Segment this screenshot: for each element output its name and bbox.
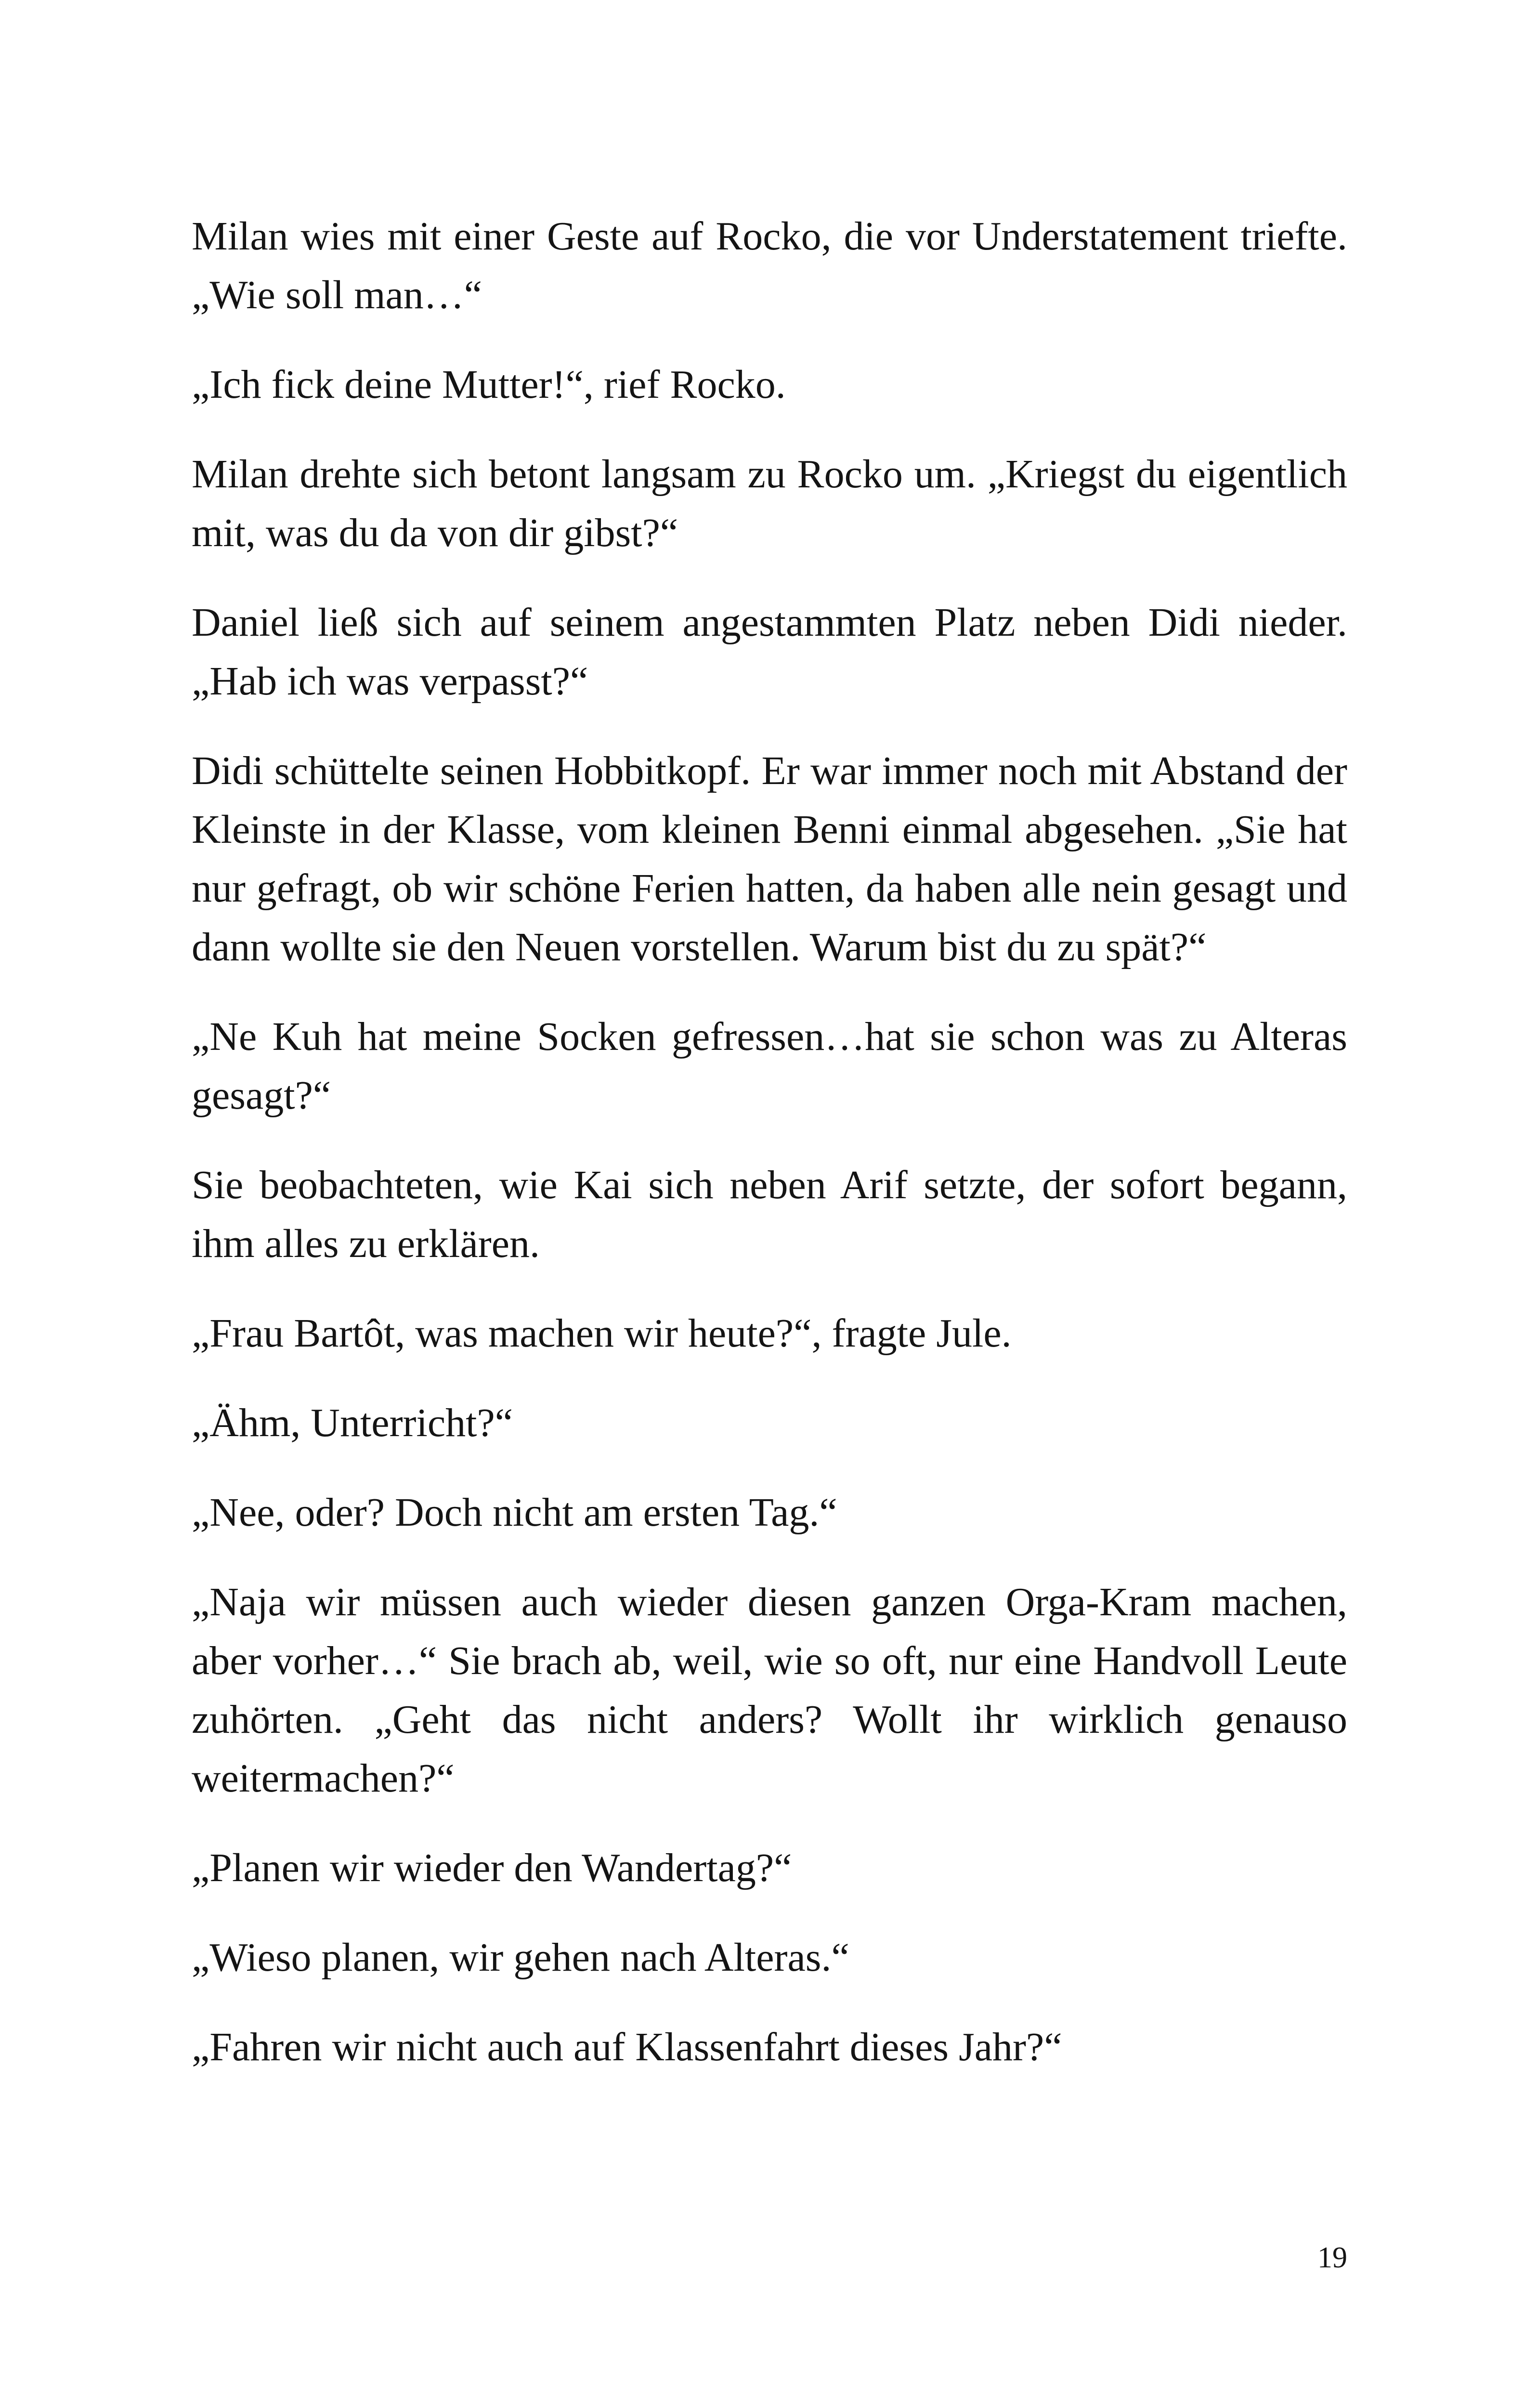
paragraph: Sie beobachteten, wie Kai sich neben Arif setzte, der sofort begann, ihm alles zu erklären. <box>192 1163 1347 1266</box>
paragraph: „Ich fick deine Mutter!“, rief Rocko. <box>192 362 786 407</box>
body-text <box>192 207 1347 2107</box>
paragraph: „Frau Bartôt, was machen wir heute?“, fragte Jule. <box>192 1311 1012 1356</box>
paragraph: „Nee, oder? Doch nicht am ersten Tag.“ <box>192 1490 837 1535</box>
paragraph: „Ne Kuh hat meine Socken gefressen…hat sie schon was zu Alteras gesagt?“ <box>192 1014 1347 1118</box>
paragraph: „Ähm, Unterricht?“ <box>192 1400 513 1445</box>
paragraph: Didi schüttelte seinen Hobbitkopf. Er war immer noch mit Abstand der Kleinste in der Klasse, vom kleinen Benni einmal abgesehen. „Sie hat nur gefragt, ob wir schöne Ferien hatten, da haben alle nein gesagt und dann wollte sie den Neuen vorstellen. Warum bist du zu spät?“ <box>192 748 1347 969</box>
paragraph: „Planen wir wieder den Wandertag?“ <box>192 1845 792 1890</box>
paragraph: Milan drehte sich betont langsam zu Rocko um. „Kriegst du eigentlich mit, was du da von dir gibst?“ <box>192 452 1347 555</box>
paragraph: „Naja wir müssen auch wieder diesen ganzen Orga-Kram machen, aber vorher…“ Sie brach ab, weil, wie so oft, nur eine Handvoll Leute zuhörten. „Geht das nicht anders? Wollt ihr wirklich genauso weitermachen?“ <box>192 1580 1347 1801</box>
paragraph: Milan wies mit einer Geste auf Rocko, die vor Understatement triefte. „Wie soll man…“ <box>192 214 1347 317</box>
paragraph: „Fahren wir nicht auch auf Klassenfahrt dieses Jahr?“ <box>192 2025 1062 2069</box>
paragraph: Daniel ließ sich auf seinem angestammten Platz neben Didi nieder. „Hab ich was verpasst?“ <box>192 600 1347 704</box>
paragraph: „Wieso planen, wir gehen nach Alteras.“ <box>192 1935 849 1980</box>
page-number: 19 <box>1317 2241 1347 2274</box>
